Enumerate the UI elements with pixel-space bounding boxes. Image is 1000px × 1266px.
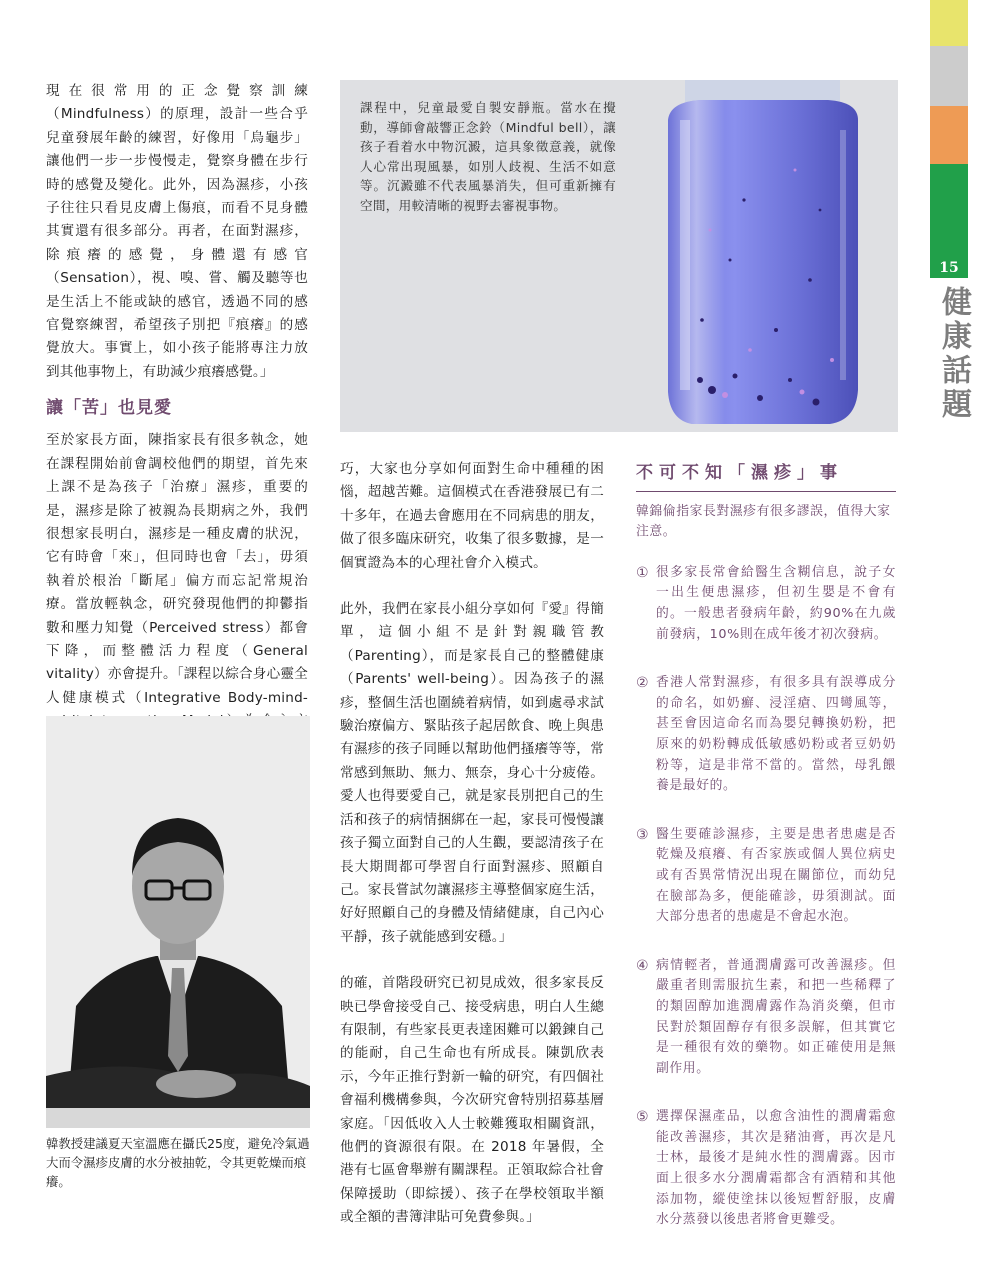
tip-number: ② (636, 675, 650, 692)
tip-item (636, 956, 896, 1080)
tip-text: 香港人常對濕疹，有很多具有誤導成分的命名，如奶癬、浸淫瘡、四彎風等，甚至會因這命名而為嬰兒轉換奶粉，把原來的奶粉轉成低敏感奶粉或者豆奶奶粉等，這是非常不當的。當然，母乳餵養是最好的。 (656, 675, 896, 794)
calm-jar-photo (340, 80, 898, 432)
paragraph: 的確，首階段研究已初見成效，很多家長反映已學會接受自己、接受病患，明白人生總有限制，有些家長更表達困難可以鍛鍊自己的能耐，自己生命也有所成長。陳凱欣表示，今年正推行對新一輪的研究，有四個社會福利機構參與，今次研究會特別招募基層家庭。「因低收入人士較難獲取相關資訊，他們的資源很有限。在 2018 年暑假，全港有七區會舉辦有關課程。正領取綜合社會保障援助（即綜援）、孩子在學校領取半額或全額的書簿津貼可免費參與。」 (340, 975, 604, 1226)
eczema-facts-sidebar (636, 458, 896, 1231)
section-heading: 讓「苦」也見愛 (46, 398, 172, 419)
sidebar-title: 不可不知「濕疹」事 (636, 458, 896, 492)
tip-text: 醫生要確診濕疹，主要是患者患處是否乾燥及痕癢、有否家族或個人異位病史或有否異常情況出現在關節位，而幼兒在臉部為多，便能確診，毋須測試。面大部分患者的患處是不會起水泡。 (656, 826, 896, 925)
paragraph: 巧，大家也分享如何面對生命中種種的困惱，超越苦難。這個模式在香港發展已有二十多年，在過去會應用在不同病患的朋友，做了很多臨床研究，收集了很多數據，是一個實證為本的心理社會介入模式。 (340, 461, 604, 571)
tip-item (636, 673, 896, 797)
paragraph: 此外，我們在家長小組分享如何『愛』得簡單，這個小組不是針對親職管教（Parenting），而是家長自己的整體健康（Parents' well-being）。因為孩子的濕疹，整個生活也圍繞着病情，如到處尋求試驗治療偏方、緊貼孩子起居飲食、晚上與患有濕疹的孩子同睡以幫助他們搔癢等等，常常感到無助、無力、無奈，身心十分疲倦。愛人也得要愛自己，就是家長別把自己的生活和孩子的病情捆綁在一起，家長可慢慢讓孩子獨立面對自己的人生觀，要認清孩子在長大期間都可學習自行面對濕疹、照顧自己。家長嘗試勿讓濕疹主導整個家庭生活，好好照顧自己的身體及情緒健康，自己內心平靜，孩子就能感到安穩。」 (340, 601, 604, 945)
tab-orange (930, 106, 968, 164)
tip-text: 病情輕者，普通潤膚露可改善濕疹。但嚴重者則需服抗生素，和把一些稀釋了的類固醇加進潤膚露作為消炎藥，但市民對於類固醇存有很多誤解，但其實它是一種很有效的藥物。如正確使用是無副作用。 (656, 957, 896, 1076)
tip-text: 選擇保濕產品，以愈含油性的潤膚霜愈能改善濕疹，其次是豬油膏，再次是凡士林，最後才是純水性的潤膚露。因市面上很多水分潤膚霜都含有酒精和其他添加物，縱使塗抹以後短暫舒服，皮膚水分蒸發以後患者將會更難受。 (656, 1109, 896, 1228)
sidebar-intro: 韓錦倫指家長對濕疹有很多謬誤，值得大家注意。 (636, 504, 891, 540)
professor-portrait-image (46, 716, 310, 1128)
tip-number: ① (636, 564, 650, 581)
professor-portrait-photo (46, 716, 310, 1128)
tab-gray (930, 46, 968, 106)
article-column-2 (340, 458, 604, 1230)
paragraph: 現在很常用的正念覺察訓練（Mindfulness）的原理，設計一些合乎兒童發展年齡的練習，好像用「烏龜步」讓他們一步一步慢慢走，覺察身體在步行時的感覺及變化。此外，因為濕疹，小孩子往往只看見皮膚上傷痕，而看不見身體其實還有很多部分。再者，在面對濕疹，除痕癢的感覺，身體還有感官（Sensation），視、嗅、嘗、觸及聽等也是生活上不能或缺的感官，透過不同的感官覺察練習，希望孩子別把『痕癢』的感覺放大。事實上，如小孩子能將專注力放到其他事物上，有助減少痕癢感覺。」 (46, 83, 308, 380)
tip-item (636, 825, 896, 928)
professor-photo-caption: 韓教授建議夏天室溫應在攝氏25度，避免冷氣過大而令濕疹皮膚的水分被抽乾，令其更乾燥而痕癢。 (46, 1136, 310, 1189)
tip-number: ④ (636, 957, 650, 974)
tip-item (636, 563, 896, 645)
tip-number: ⑤ (636, 1109, 650, 1126)
section-label: 健康話題 (936, 286, 971, 422)
page-number: 15 (939, 260, 959, 276)
article-column-1 (46, 80, 308, 804)
tip-number: ③ (636, 826, 650, 843)
tab-yellow (930, 0, 968, 46)
tip-text: 很多家長常會給醫生含糊信息，說子女一出生便患濕疹，但初生嬰是不會有的。一般患者發病年齡，約90%在九歲前發病，10%則在成年後才初次發病。 (656, 564, 896, 642)
jar-photo-caption: 課程中，兒童最愛自製安靜瓶。當水在攪動，導師會敲響正念鈴（Mindful bell），讓孩子看着水中物沉澱，這具象徵意義，就像人心常出現風暴，如別人歧視、生活不如意等。沉澱雖不代表風暴消失，但可重新擁有空間，用較清晰的視野去審視事物。 (360, 100, 616, 213)
tip-item (636, 1107, 896, 1231)
paragraph: 至於家長方面，陳指家長有很多執念，她在課程開始前會調校他們的期望，首先來上課不是為孩子「治療」濕疹，重要的是，濕疹是除了被親為長期病之外，我們很想家長明白，濕疹是一種皮膚的狀況，它有時會「來」，但同時也會「去」，毋須執着於根治「斷尾」偏方而忘記常規治療。當放輕執念，研究發現他們的抑鬱指數和壓力知覺（Perceived stress）都會下降，而整體活力程度（General vitality）亦會提升。「課程以綜合身心靈全人健康模式（Integrative Body-mind- (46, 432, 308, 706)
